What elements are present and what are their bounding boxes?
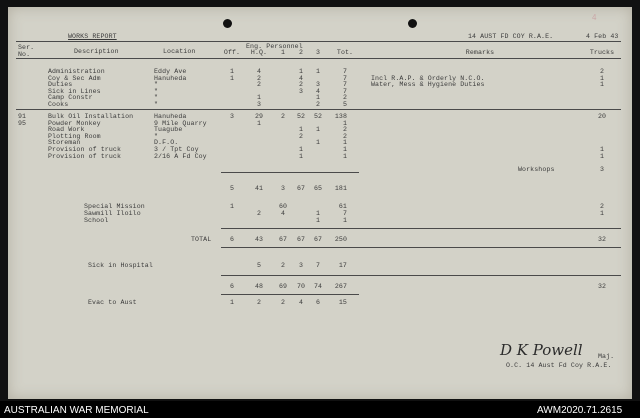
cell-desc: Bulk Oil Installation xyxy=(48,113,134,120)
signature-rank: Maj. xyxy=(598,353,615,360)
cell-c1: 4 xyxy=(280,210,286,218)
cell-c2: 4 xyxy=(298,299,304,306)
cell-off: 6 xyxy=(229,283,235,290)
cell-tot: 1 xyxy=(342,139,347,147)
col-location: Location xyxy=(163,48,196,55)
cell-desc: Provision of truck xyxy=(48,152,122,160)
cell-tot: 1 xyxy=(342,152,347,160)
cell-c3: 52 xyxy=(313,113,323,120)
row-label: TOTAL xyxy=(191,236,212,243)
report-date: 4 Feb 43 xyxy=(586,33,619,40)
cell-tot: 138 xyxy=(334,113,347,120)
cell-c3: 2 xyxy=(315,101,321,108)
col-eng-personnel: Eng. Personnel xyxy=(246,43,303,50)
cell-hq: 2 xyxy=(256,74,262,82)
cell-desc: Duties xyxy=(48,81,73,89)
col-sec3: 3 xyxy=(315,49,321,56)
cell-c3: 4 xyxy=(315,87,321,95)
row-label: Evac to Aust xyxy=(88,299,137,306)
cell-c1: 3 xyxy=(280,185,286,192)
cell-desc: Storeman xyxy=(48,139,81,147)
cell-loc: Eddy Ave xyxy=(154,68,187,75)
cell-c3: 6 xyxy=(315,299,321,306)
workshops-trucks: 3 xyxy=(599,166,605,173)
cell-rem: Incl R.A.P. & Orderly N.C.O. xyxy=(371,74,485,82)
cell-loc: D.F.O. xyxy=(154,139,179,147)
subtotal-rule xyxy=(221,172,359,173)
cell-tot: 250 xyxy=(334,236,347,243)
total-rule-top xyxy=(221,228,621,229)
cell-c3: 3 xyxy=(315,81,321,89)
cell-tot: 7 xyxy=(342,210,347,218)
workshops-remark: Workshops xyxy=(518,166,555,173)
col-no: No. xyxy=(18,51,31,58)
cell-c2: 2 xyxy=(298,132,304,140)
cell-tot: 5 xyxy=(342,101,347,108)
report-unit: 14 AUST FD COY R.A.E. xyxy=(468,33,554,40)
cell-desc: Cooks xyxy=(48,101,69,108)
cell-c3: 7 xyxy=(315,262,321,269)
punch-hole-right xyxy=(408,19,417,28)
cell-tot: 7 xyxy=(342,68,347,75)
cell-loc: " xyxy=(154,132,159,140)
cell-trk: 1 xyxy=(599,152,605,160)
header-bottom-rule xyxy=(16,58,621,59)
col-remarks: Remarks xyxy=(465,49,495,56)
cell-hq: 2 xyxy=(256,81,262,89)
cell-off: 1 xyxy=(229,74,235,82)
cell-loc: " xyxy=(154,101,159,108)
cell-trk: 32 xyxy=(597,283,607,290)
section-rule-1 xyxy=(16,109,621,110)
cell-c3: 67 xyxy=(313,236,323,243)
cell-trk: 1 xyxy=(599,210,605,218)
col-sec2: 2 xyxy=(298,49,304,56)
cell-trk: 32 xyxy=(597,236,607,243)
cell-off: 6 xyxy=(229,236,235,243)
cell-c3: 1 xyxy=(315,210,321,218)
cell-tot: 17 xyxy=(338,262,347,269)
evac-rule xyxy=(221,294,359,295)
cell-tot: 267 xyxy=(334,283,347,290)
cell-tot: 7 xyxy=(342,87,347,95)
footer-accession: AWM2020.71.2615 xyxy=(537,405,623,416)
cell-c2: 70 xyxy=(296,283,306,290)
cell-desc: Provision of truck xyxy=(48,146,122,153)
archive-footer xyxy=(0,401,640,418)
punch-hole-left xyxy=(223,19,232,28)
cell-c3: 1 xyxy=(315,94,321,102)
col-description: Description xyxy=(74,48,119,55)
cell-loc: 3 / Tpt Coy xyxy=(154,146,199,153)
grand-rule xyxy=(221,275,621,276)
cell-hq: 5 xyxy=(256,262,262,269)
cell-hq: 4 xyxy=(256,68,262,75)
col-trucks: Trucks xyxy=(589,49,615,56)
cell-hq: 1 xyxy=(256,94,262,102)
col-tot: Tot. xyxy=(336,49,354,56)
cell-loc: 9 Mile Quarry xyxy=(154,119,207,127)
cell-loc: 2/16 A Fd Coy xyxy=(154,152,207,160)
cell-tot: 1 xyxy=(342,146,347,153)
col-hq: H.Q. xyxy=(250,49,268,56)
cell-loc: " xyxy=(154,94,159,102)
cell-hq: 2 xyxy=(256,299,262,306)
cell-c2: 1 xyxy=(298,152,304,160)
col-ser: Ser. xyxy=(18,44,35,51)
cell-c1: 67 xyxy=(278,236,288,243)
cell-desc: Sawmill Iloilo xyxy=(84,210,141,218)
cell-c2: 3 xyxy=(298,87,304,95)
cell-c2: 67 xyxy=(296,236,306,243)
cell-loc: " xyxy=(154,87,159,95)
cell-tot: 61 xyxy=(338,203,347,210)
cell-loc: " xyxy=(154,81,159,89)
cell-c2: 1 xyxy=(298,126,304,134)
cell-c3: 74 xyxy=(313,283,323,290)
header-top-rule xyxy=(16,41,621,42)
cell-ser: 91 xyxy=(18,113,27,120)
cell-trk: 2 xyxy=(599,68,605,75)
document-sheet xyxy=(8,7,632,399)
cell-c3: 1 xyxy=(315,139,321,147)
cell-desc: Powder Monkey xyxy=(48,119,101,127)
cell-tot: 2 xyxy=(342,94,347,102)
cell-c1: 2 xyxy=(280,262,286,269)
cell-off: 1 xyxy=(229,68,235,75)
cell-c2: 52 xyxy=(296,113,306,120)
cell-hq: 29 xyxy=(254,113,264,120)
cell-off: 5 xyxy=(229,185,235,192)
cell-tot: 1 xyxy=(342,119,347,127)
cell-c3: 1 xyxy=(315,68,321,75)
cell-c3: 1 xyxy=(315,126,321,134)
cell-c1: 69 xyxy=(278,283,288,290)
cell-trk: 1 xyxy=(599,146,605,153)
report-title: WORKS REPORT xyxy=(68,33,117,40)
col-off: Off. xyxy=(223,49,241,56)
cell-c3: 65 xyxy=(313,185,323,192)
cell-rem: Water, Mess & Hygiene Duties xyxy=(371,81,485,89)
cell-hq: 1 xyxy=(256,119,262,127)
cell-hq: 43 xyxy=(254,236,264,243)
cell-desc: Administration xyxy=(48,68,105,75)
cell-c2: 3 xyxy=(298,262,304,269)
cell-desc: Plotting Room xyxy=(48,132,101,140)
cell-hq: 2 xyxy=(256,210,262,218)
cell-trk: 1 xyxy=(599,74,605,82)
cell-c2: 1 xyxy=(298,68,304,75)
cell-tot: 1 xyxy=(342,217,347,225)
cell-desc: Sick in Lines xyxy=(48,87,101,95)
col-sec1: 1 xyxy=(280,49,286,56)
cell-c2: 67 xyxy=(296,185,306,192)
cell-off: 1 xyxy=(229,299,235,306)
cell-c1: 60 xyxy=(278,203,288,210)
cell-ser: 95 xyxy=(18,119,27,127)
cell-loc: Hanuheda xyxy=(154,113,187,120)
cell-c1: 2 xyxy=(280,299,286,306)
cell-off: 3 xyxy=(229,113,235,120)
cell-tot: 7 xyxy=(342,74,347,82)
handwritten-signature: D K Powell xyxy=(500,341,583,359)
cell-c2: 4 xyxy=(298,74,304,82)
cell-desc: Road Work xyxy=(48,126,85,134)
cell-tot: 2 xyxy=(342,126,347,134)
cell-tot: 15 xyxy=(338,299,347,306)
signature-title: O.C. 14 Aust Fd Coy R.A.E. xyxy=(506,362,612,369)
cell-tot: 7 xyxy=(342,81,347,89)
cell-off: 1 xyxy=(229,203,235,210)
cell-loc: Tuagube xyxy=(154,126,183,134)
cell-tot: 2 xyxy=(342,132,347,140)
footer-institution: AUSTRALIAN WAR MEMORIAL xyxy=(4,405,149,416)
cell-c1: 2 xyxy=(280,113,286,120)
cell-hq: 48 xyxy=(254,283,264,290)
cell-c2: 2 xyxy=(298,81,304,89)
cell-desc: Coy & Sec Adm xyxy=(48,74,101,82)
cell-trk: 2 xyxy=(599,203,605,210)
cell-c2: 1 xyxy=(298,146,304,153)
cell-c3: 1 xyxy=(315,217,321,225)
cell-desc: School xyxy=(84,217,109,225)
cell-desc: Special Mission xyxy=(84,203,145,210)
cell-trk: 1 xyxy=(599,81,605,89)
cell-desc: Camp Constr xyxy=(48,94,93,102)
cell-loc: Hanuheda xyxy=(154,74,187,82)
cell-hq: 3 xyxy=(256,101,262,108)
total-rule-bottom xyxy=(221,247,621,248)
cell-tot: 181 xyxy=(334,185,347,192)
cell-trk: 20 xyxy=(597,113,607,120)
row-label: Sick in Hospital xyxy=(88,262,153,269)
cell-hq: 41 xyxy=(254,185,264,192)
pencil-annotation: 4 xyxy=(592,13,597,22)
